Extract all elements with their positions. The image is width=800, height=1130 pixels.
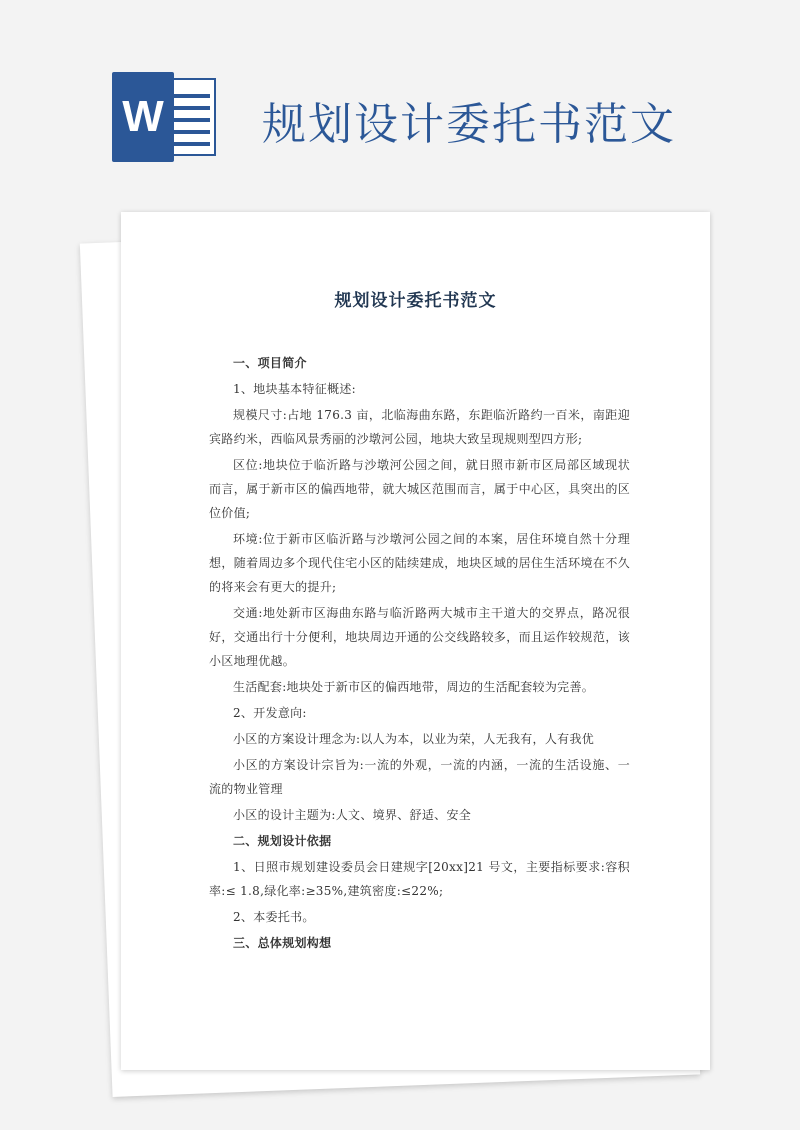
body-paragraph: 2、本委托书。: [233, 910, 315, 924]
body-paragraph: 交通:地处新市区海曲东路与临沂路两大城市主干道大的交界点，路况很好，交通出行十分便利，地块周边开通的公交线路较多，而且运作较规范，该小区地理优越。: [209, 606, 630, 668]
body-paragraph: 2、开发意向:: [233, 706, 307, 720]
document-page: [121, 212, 710, 1070]
body-paragraph: 环境:位于新市区临沂路与沙墩河公园之间的本案，居住环境自然十分理想，随着周边多个现代住宅小区的陆续建成，地块区域的居住生活环境在不久的将来会有更大的提升;: [209, 532, 630, 594]
body-paragraph: 规模尺寸:占地 176.3 亩，北临海曲东路，东距临沂路约一百米，南距迎宾路约米，西临风景秀丽的沙墩河公园，地块大致呈现规则型四方形;: [209, 408, 630, 446]
body-paragraph: 生活配套:地块处于新市区的偏西地带，周边的生活配套较为完善。: [233, 680, 595, 694]
section-heading: 二、规划设计依据: [233, 834, 332, 848]
banner-title: 规划设计委托书范文: [262, 99, 676, 150]
word-icon: [112, 72, 216, 162]
document-body: [209, 351, 630, 955]
word-logo-letter: W: [112, 72, 174, 162]
body-paragraph: 小区的方案设计宗旨为:一流的外观，一流的内涵，一流的生活设施、一流的物业管理: [209, 758, 630, 796]
body-paragraph: 1、地块基本特征概述:: [233, 382, 356, 396]
section-heading: 三、总体规划构想: [233, 936, 332, 950]
body-paragraph: 区位:地块位于临沂路与沙墩河公园之间，就日照市新市区局部区域现状而言，属于新市区的偏西地带，就大城区范围而言，属于中心区，具突出的区位价值;: [209, 458, 630, 520]
body-paragraph: 1、日照市规划建设委员会日建规字[20xx]21 号文，主要指标要求:容积率:≤ 1.8,绿化率:≥35%,建筑密度:≤22%;: [209, 860, 630, 898]
body-paragraph: 小区的方案设计理念为:以人为本，以业为荣，人无我有，人有我优: [233, 732, 595, 746]
header-banner: [0, 0, 800, 200]
body-paragraph: 小区的设计主题为:人文、境界、舒适、安全: [233, 808, 472, 822]
document-title: 规划设计委托书范文: [334, 291, 497, 311]
section-heading: 一、项目简介: [233, 356, 307, 370]
